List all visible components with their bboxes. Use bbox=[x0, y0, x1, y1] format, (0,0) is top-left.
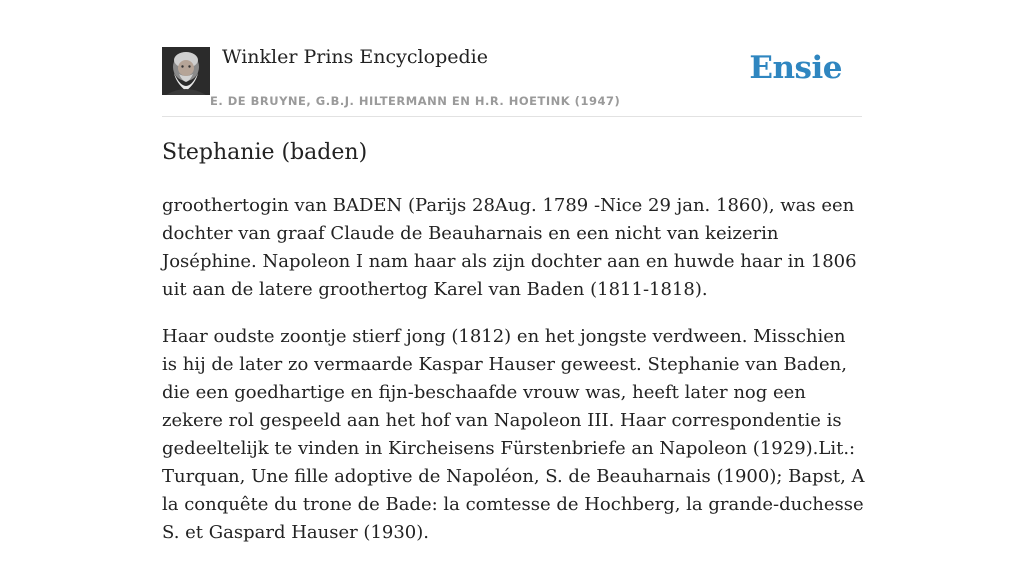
body-paragraph-1: groothertogin van BADEN (Parijs 28Aug. 1789 -Nice 29 jan. 1860), was een dochter van graaf Claude de Beauharnais en een nicht van keizerin Joséphine. Napoleon I nam haar als zijn dochter aan en huwde haar in 1806 uit aan de latere groothertog Karel van Baden (1811-1818). bbox=[162, 195, 857, 300]
source-authors: E. DE BRUYNE, G.B.J. HILTERMANN EN H.R. HOETINK (1947) bbox=[210, 94, 621, 108]
page bbox=[162, 0, 865, 543]
entry-body bbox=[162, 192, 866, 566]
ensie-logo-link[interactable]: Ensie bbox=[749, 50, 842, 86]
portrait-avatar-icon[interactable] bbox=[162, 47, 210, 95]
body-paragraph-2: Haar oudste zoontje stierf jong (1812) en het jongste verdween. Misschien is hij de later zo vermaarde Kaspar Hauser geweest. Stephanie van Baden, die een goedhartige en fijn-beschaafde vrouw was, heeft later nog een zekere rol gespeeld aan het hof van Napoleon III. Haar correspondentie is gedeeltelijk te vinden in Kircheisens Fürstenbriefe an Napoleon (1929).Lit.: Turquan, Une fille adoptive de Napoléon, S. de Beauharnais (1900); Bapst, A la conquête du trone de Bade: la comtesse de Hochberg, la grande-duchesse S. et Gaspard Hauser (1930). bbox=[162, 326, 865, 543]
entry-title: Stephanie (baden) bbox=[162, 140, 368, 165]
source-header bbox=[162, 0, 862, 117]
source-title[interactable]: Winkler Prins Encyclopedie bbox=[222, 46, 488, 68]
